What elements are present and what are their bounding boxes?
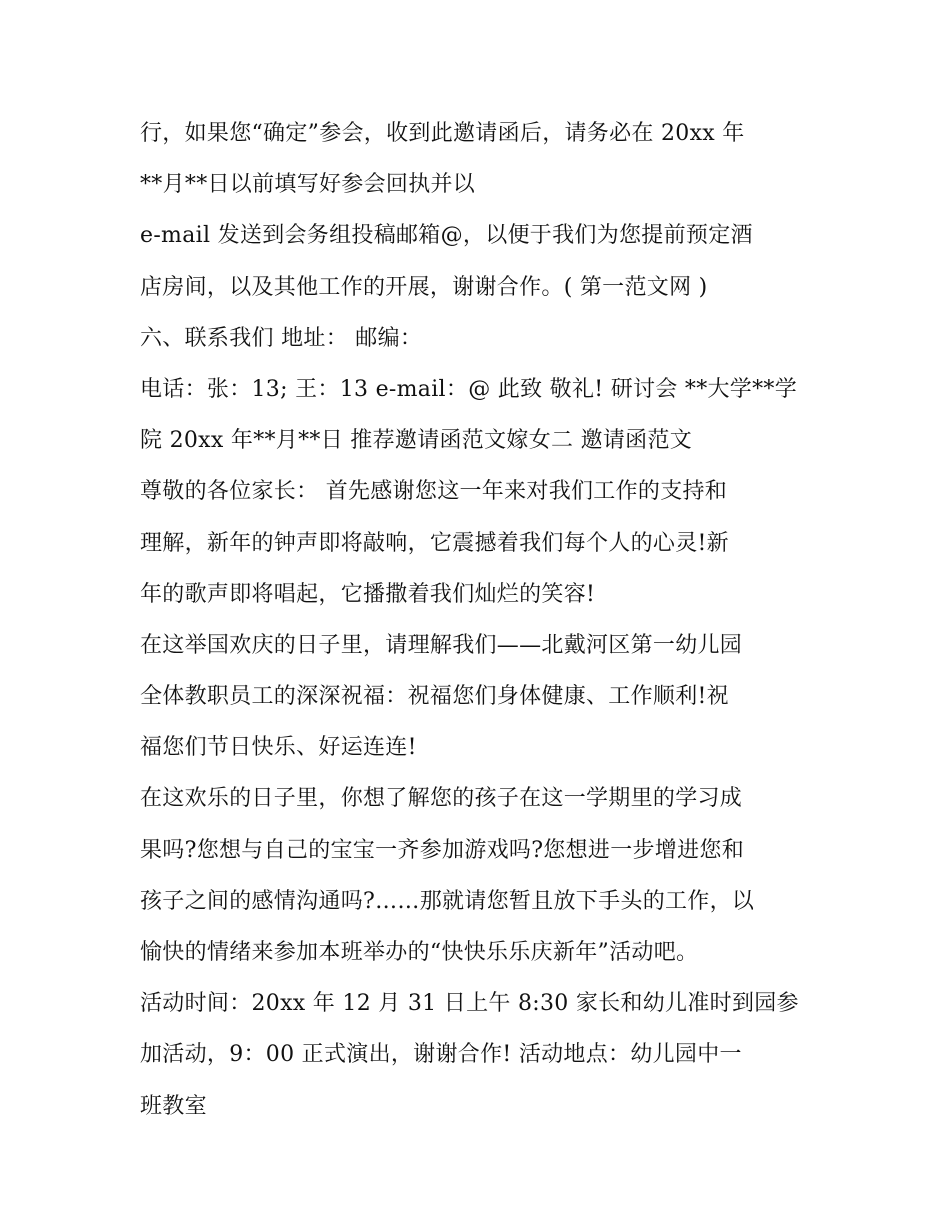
text-line: 年的歌声即将唱起，它播撒着我们灿烂的笑容! — [140, 581, 596, 607]
text-line: 班教室 — [140, 1093, 207, 1119]
document-body — [140, 108, 830, 1132]
text-line: 果吗?您想与自己的宝宝一齐参加游戏吗?您想进一步增进您和 — [140, 837, 744, 863]
text-line: 愉快的情绪来参加本班举办的“快快乐乐庆新年”活动吧。 — [140, 940, 699, 965]
text-line: 活动时间：20xx 年 12 月 31 日上午 8:30 家长和幼儿准时到园参 — [140, 991, 799, 1017]
text-line: 院 20xx 年**月**日 推荐邀请函范文嫁女二 邀请函范文 — [140, 428, 693, 454]
text-line: 电话：张：13; 王：13 e-mail：@ 此致 敬礼! 研讨会 **大学**学 — [140, 376, 798, 402]
text-line: 在这举国欢庆的日子里，请理解我们——北戴河区第一幼儿园 — [140, 632, 743, 658]
text-line: e-mail 发送到会务组投稿邮箱@，以便于我们为您提前预定酒 — [140, 223, 753, 249]
text-line: 孩子之间的感情沟通吗?……那就请您暂且放下手头的工作，以 — [140, 888, 755, 914]
text-line: 全体教职员工的深深祝福：祝福您们身体健康、工作顺利!祝 — [140, 684, 729, 710]
text-line: 理解，新年的钟声即将敲响，它震撼着我们每个人的心灵!新 — [140, 530, 729, 556]
text-line: 加活动，9：00 正式演出，谢谢合作! 活动地点：幼儿园中一 — [140, 1042, 742, 1068]
text-line: **月**日以前填写好参会回执并以 — [140, 172, 476, 198]
text-line: 福您们节日快乐、好运连连! — [140, 735, 417, 761]
text-line: 在这欢乐的日子里，你想了解您的孩子在这一学期里的学习成 — [140, 786, 743, 812]
text-line: 尊敬的各位家长： 首先感谢您这一年来对我们工作的支持和 — [140, 479, 728, 505]
text-line: 六、联系我们 地址： 邮编： — [140, 325, 423, 351]
text-line: 店房间，以及其他工作的开展，谢谢合作。( 第一范文网 ) — [140, 274, 708, 300]
text-line: 行，如果您“确定”参会，收到此邀请函后，请务必在 20xx 年 — [140, 121, 745, 146]
